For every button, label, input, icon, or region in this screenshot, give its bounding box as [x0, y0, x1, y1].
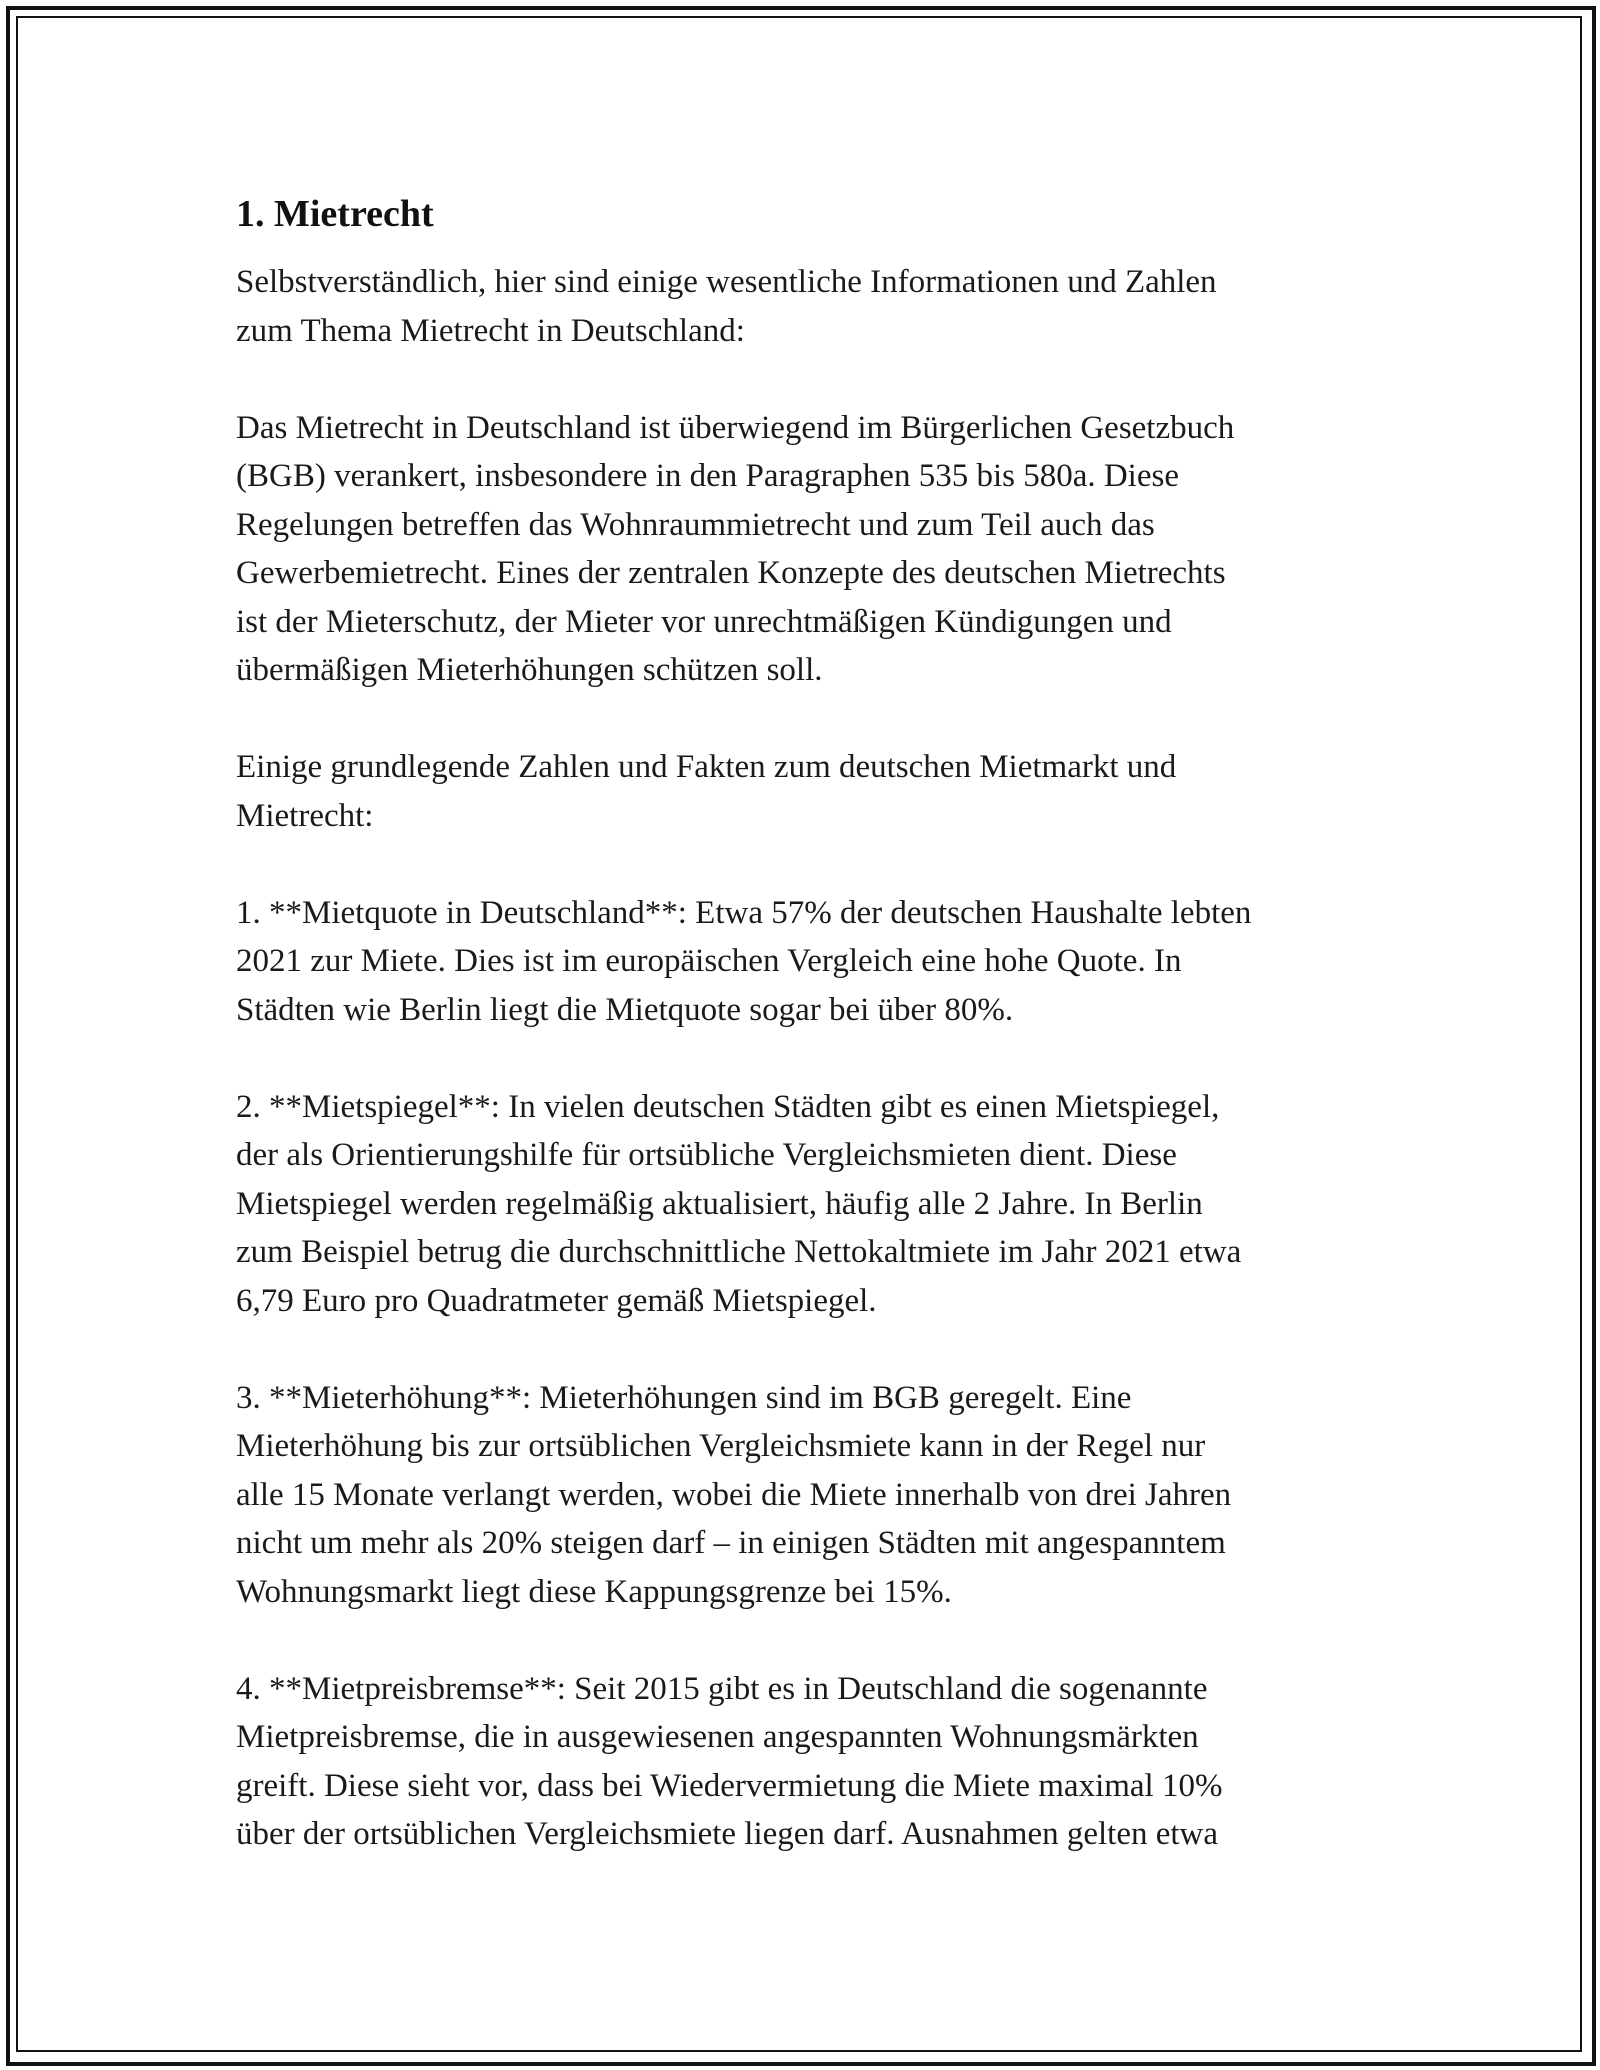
list-item-mietpreisbremse: 4. **Mietpreisbremse**: Seit 2015 gibt es in Deutschland die sogenannte Mietpreisbremse, die in ausgewiesenen angespannten Wohnungsmärkten greift. Diese sieht vor, dass bei Wiedervermietung die Miete maximal 10% über der ortsüblichen Vergleichsmiete liegen darf. Ausnahmen gelten etwa — [236, 1670, 1223, 1852]
document-body — [236, 186, 1376, 1907]
list-item-mieterhoehung: 3. **Mieterhöhung**: Mieterhöhungen sind im BGB geregelt. Eine Mieterhöhung bis zur ortsüblichen Vergleichsmiete kann in der Regel nur alle 15 Monate verlangt werden, wobei die Miete innerhalb von drei Jahren nicht um mehr als 20% steigen darf – in einigen Städten mit angespanntem Wohnungsmarkt liegt diese Kappungsgrenze bei 15%. — [236, 1379, 1232, 1610]
bgb-paragraph: Das Mietrecht in Deutschland ist überwiegend im Bürgerlichen Gesetzbuch (BGB) verankert, insbesondere in den Paragraphen 535 bis 580a. Diese Regelungen betreffen das Wohnraummietrecht und zum Teil auch das Gewerbemietrecht. Eines der zentralen Konzepte des deutschen Mietrechts ist der Mieterschutz, der Mieter vor unrechtmäßigen Kündigungen und übermäßigen Mieterhöhungen schützen soll. — [236, 409, 1235, 688]
list-item-mietspiegel: 2. **Mietspiegel**: In vielen deutschen Städten gibt es einen Mietspiegel, der als Orientierungshilfe für ortsübliche Vergleichsmieten dient. Diese Mietspiegel werden regelmäßig aktualisiert, häufig alle 2 Jahre. In Berlin zum Beispiel betrug die durchschnittliche Nettokaltmiete im Jahr 2021 etwa 6,79 Euro pro Quadratmeter gemäß Mietspiegel. — [236, 1088, 1242, 1319]
list-item-mietquote: 1. **Mietquote in Deutschland**: Etwa 57% der deutschen Haushalte lebten 2021 zur Miete. Dies ist im europäischen Vergleich eine hohe Quote. In Städten wie Berlin liegt die Mietquote sogar bei über 80%. — [236, 894, 1252, 1028]
facts-intro-paragraph: Einige grundlegende Zahlen und Fakten zum deutschen Mietmarkt und Mietrecht: — [236, 749, 1177, 834]
intro-paragraph: Selbstverständlich, hier sind einige wesentliche Informationen und Zahlen zum Thema Mietrecht in Deutschland: — [236, 264, 1217, 349]
section-heading: 1. Mietrecht — [236, 193, 434, 235]
